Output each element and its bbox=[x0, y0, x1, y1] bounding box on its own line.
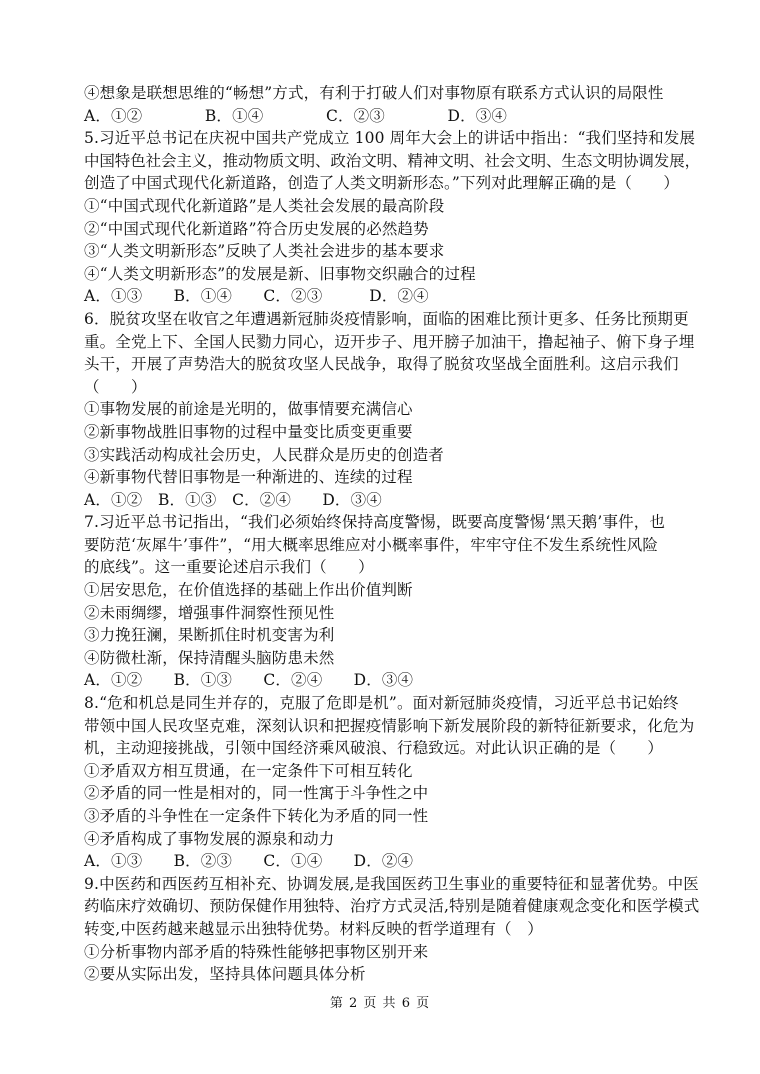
text-line: A．①③ B．①④ C．②③ D．②④ bbox=[84, 287, 429, 306]
text-line: 5.习近平总书记在庆祝中国共产党成立 100 周年大会上的讲话中指出：“我们坚持和发展 bbox=[84, 129, 696, 148]
text-line: ④防微杜渐，保持清醒头脑防患未然 bbox=[84, 648, 335, 667]
text-line: A．①② B．①③ C．②④ D．③④ bbox=[84, 490, 382, 509]
text-line: 7.习近平总书记指出，“我们必须始终保持高度警惕，既要高度警惕‘黑天鹅’事件，也 bbox=[84, 513, 666, 532]
text-line: ④矛盾构成了事物发展的源泉和动力 bbox=[84, 829, 335, 848]
text-line: ③力挽狂澜，果断抓住时机变害为利 bbox=[84, 626, 335, 645]
text-line: ③实践活动构成社会历史，人民群众是历史的创造者 bbox=[84, 445, 444, 464]
text-line: 要防范‘灰犀牛’事件”，“用大概率思维应对小概率事件，牢牢守住不发生系统性风险 bbox=[84, 535, 659, 554]
text-line: ③矛盾的斗争性在一定条件下转化为矛盾的同一性 bbox=[84, 807, 429, 825]
text-line: ③“人类文明新形态”反映了人类社会进步的基本要求 bbox=[84, 242, 445, 261]
text-line: A．①③ B．②③ C．①④ D．②④ bbox=[84, 852, 414, 871]
text-line: 药临床疗效确切、预防保健作用独特、治疗方式灵活,特别是随着健康观念变化和医学模式 bbox=[84, 897, 700, 916]
text-line: ④想象是联想思维的“畅想”方式，有利于打破人们对事物原有联系方式认识的局限性 bbox=[84, 84, 664, 102]
text-line: ②新事物战胜旧事物的过程中量变比质变更重要 bbox=[84, 422, 413, 441]
text-line: 6．脱贫攻坚在收官之年遭遇新冠肺炎疫情影响，面临的困难比预计更多、任务比预期更 bbox=[84, 309, 689, 328]
text-line: 头干，开展了声势浩大的脱贫攻坚人民战争，取得了脱贫攻坚战全面胜利。这启示我们 bbox=[84, 355, 679, 374]
text-line: 重。全党上下、全国人民勠力同心，迈开步子、甩开膀子加油干，撸起袖子、俯下身子埋 bbox=[84, 332, 695, 351]
text-line: ②“中国式现代化新道路”符合历史发展的必然趋势 bbox=[84, 219, 429, 238]
text-line: ①矛盾双方相互贯通，在一定条件下可相互转化 bbox=[84, 761, 413, 780]
text-line: 机，主动迎接挑战，引领中国经济乘风破浪、行稳致远。对此认识正确的是（ ） bbox=[84, 739, 664, 758]
text-line: 转变,中医药越来越显示出独特优势。材料反映的哲学道理有（ ） bbox=[84, 919, 543, 938]
page-footer: 第 2 页 共 6 页 bbox=[329, 996, 431, 1012]
text-line: 带领中国人民攻坚克难，深刻认识和把握疫情影响下新发展阶段的新特征新要求，化危为 bbox=[84, 716, 695, 735]
text-line: （ ） bbox=[84, 377, 147, 396]
text-line: ①“中国式现代化新道路”是人类社会发展的最高阶段 bbox=[84, 196, 445, 215]
question-text-block bbox=[84, 82, 701, 986]
text-line: 的底线”。这一重要论述启示我们（ ） bbox=[84, 558, 374, 577]
text-line: A．①② B．①③ C．②④ D．③④ bbox=[84, 671, 414, 690]
text-line: ①分析事物内部矛盾的特殊性能够把事物区别开来 bbox=[84, 942, 429, 961]
text-line: ①居安思危，在价值选择的基础上作出价值判断 bbox=[84, 581, 413, 600]
text-line: ④“人类文明新形态”的发展是新、旧事物交织融合的过程 bbox=[84, 264, 476, 283]
text-line: ②未雨绸缪，增强事件洞察性预见性 bbox=[84, 603, 335, 622]
text-line: ②矛盾的同一性是相对的，同一性寓于斗争性之中 bbox=[84, 784, 429, 803]
text-line: ②要从实际出发，坚持具体问题具体分析 bbox=[84, 965, 366, 984]
text-line: 8.“危和机总是同生并存的，克服了危即是机”。面对新冠肺炎疫情，习近平总书记始终 bbox=[84, 694, 679, 713]
text-line: 创造了中国式现代化新道路，创造了人类文明新形态。”下列对此理解正确的是（ ） bbox=[84, 174, 680, 193]
text-line: 9.中医药和西医药互相补充、协调发展,是我国医药卫生事业的重要特征和显著优势。中医 bbox=[84, 874, 699, 893]
text-line: ①事物发展的前途是光明的，做事情要充满信心 bbox=[84, 400, 413, 419]
text-line: A．①② B．①④ C．②③ D．③④ bbox=[84, 106, 508, 125]
text-line: 中国特色社会主义，推动物质文明、政治文明、精神文明、社会文明、生态文明协调发展， bbox=[84, 151, 701, 170]
text-line: ④新事物代替旧事物是一种渐进的、连续的过程 bbox=[84, 468, 413, 487]
